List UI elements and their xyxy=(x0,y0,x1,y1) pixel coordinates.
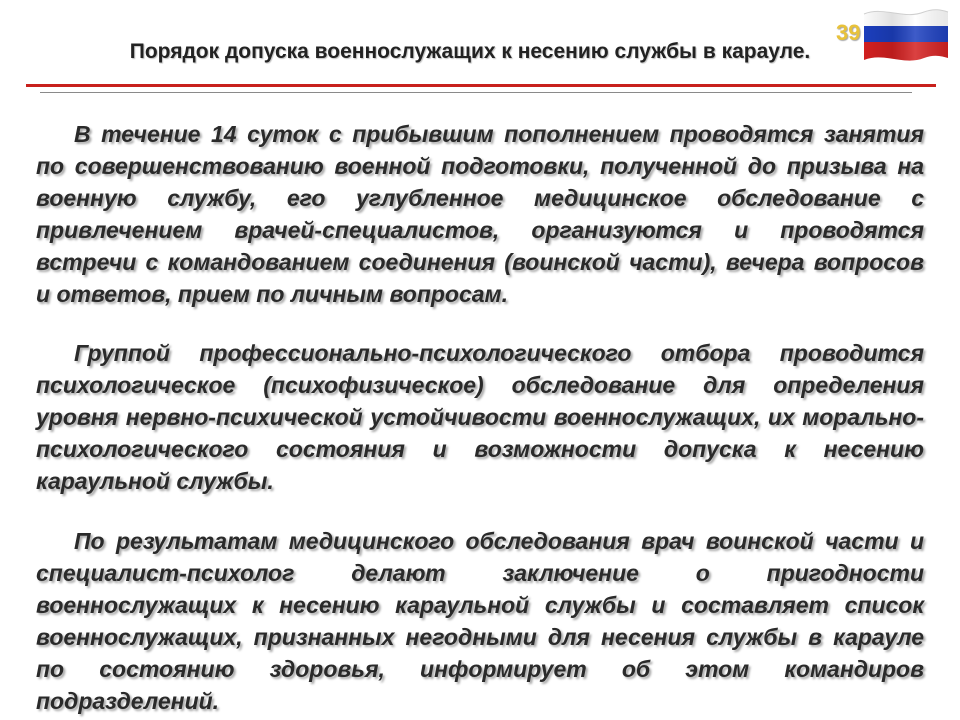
russian-flag-icon xyxy=(860,6,952,68)
title-divider-gray xyxy=(40,92,912,93)
title-divider-red xyxy=(26,84,936,87)
paragraph-3: По результатам медицинского обследования врач воинской части и специалист-психолог делают заключение о пригодности военнослужащих к несению караульной службы и составляет список военнослужащих, признанных негодными для несения службы в карауле по состоянию здоровья, информирует об этом командиров подразделений. xyxy=(36,528,924,714)
slide-page-number: 39 xyxy=(836,20,861,45)
paragraph-1: В течение 14 суток с прибывшим пополнением проводятся занятия по совершенствованию военной подготовки, полученной до призыва на военную службу, его углубленное медицинское обследование с привлечением врачей-специалистов, организуются и проводятся встречи с командованием соединения (воинской части), вечера вопросов и ответов, прием по личным вопросам. xyxy=(36,121,924,307)
slide-title: Порядок допуска военнослужащих к несению службы в карауле. xyxy=(129,40,811,63)
paragraph-2: Группой профессионально-психологического отбора проводится психологическое (психофизическое) обследование для определения уровня нервно-психической устойчивости военнослужащих, их морально-психологического состояния и возможности допуска к несению караульной службы. xyxy=(36,340,924,494)
